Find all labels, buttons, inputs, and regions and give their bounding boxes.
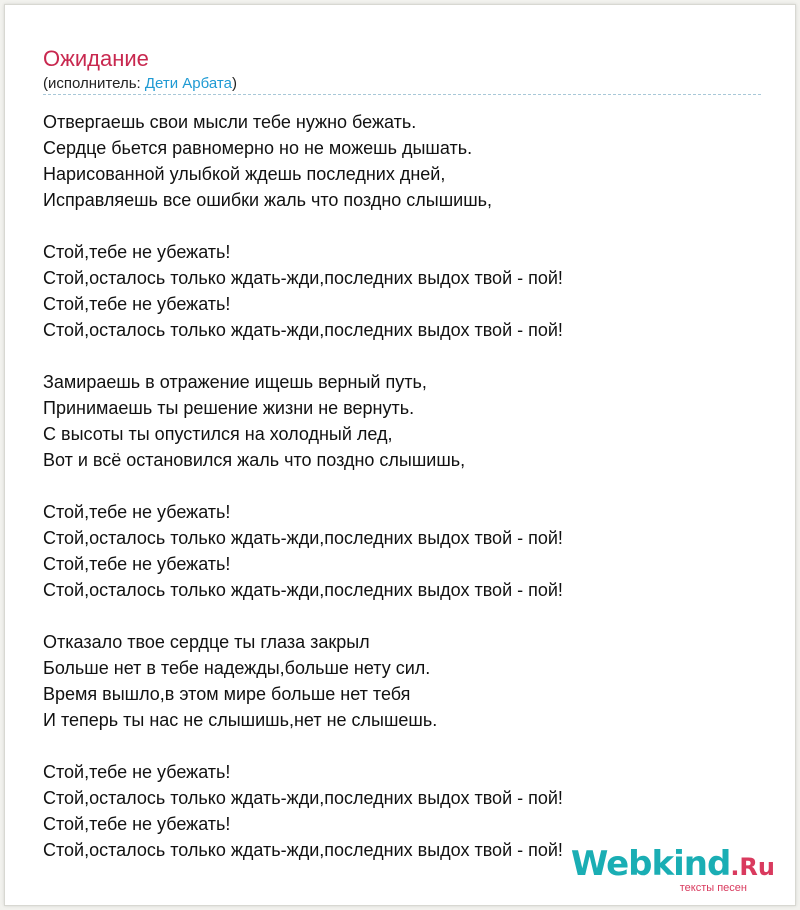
song-title: Ожидание: [43, 46, 149, 71]
lyric-line: Сердце бьется равномерно но не можешь дышать.: [43, 138, 473, 158]
lyric-line: Отказало твое сердце ты глаза закрыл: [43, 632, 370, 652]
artist-suffix: ): [231, 75, 237, 92]
lyrics-card: [4, 4, 796, 906]
watermark-brand: Webkind: [570, 844, 731, 884]
lyric-line: Стой,осталось только ждать-жди,последних выдох твой - пой!: [43, 528, 563, 548]
lyric-line: Отвергаешь свои мысли тебе нужно бежать.: [43, 112, 417, 132]
lyric-line: Стой,тебе не убежать!: [43, 814, 231, 834]
lyric-line: Нарисованной улыбкой ждешь последних дней,: [43, 164, 446, 184]
stanza: [43, 109, 763, 213]
lyric-line: Стой,тебе не убежать!: [43, 762, 231, 782]
stanza: [43, 629, 763, 733]
stanza: [43, 239, 763, 343]
lyric-line: Стой,тебе не убежать!: [43, 554, 231, 574]
lyric-line: Стой,осталось только ждать-жди,последних выдох твой - пой!: [43, 788, 563, 808]
lyric-line: Больше нет в тебе надежды,больше нету сил.: [43, 658, 431, 678]
watermark-tagline: тексты песен: [679, 882, 747, 894]
lyric-line: Стой,осталось только ждать-жди,последних выдох твой - пой!: [43, 580, 563, 600]
lyric-line: Исправляешь все ошибки жаль что поздно слышишь,: [43, 190, 493, 210]
lyric-line: И теперь ты нас не слышишь,нет не слышешь.: [43, 710, 438, 730]
lyric-line: Стой,осталось только ждать-жди,последних выдох твой - пой!: [43, 268, 563, 288]
artist-line: [43, 75, 237, 93]
lyric-line: Время вышло,в этом мире больше нет тебя: [43, 684, 411, 704]
lyric-line: Замираешь в отражение ищешь верный путь,: [43, 372, 427, 392]
lyric-line: Стой,осталось только ждать-жди,последних выдох твой - пой!: [43, 320, 563, 340]
title-divider: [43, 94, 761, 95]
lyric-line: Стой,тебе не убежать!: [43, 502, 231, 522]
lyric-line: С высоты ты опустился на холодный лед,: [43, 424, 393, 444]
lyric-line: Стой,тебе не убежать!: [43, 242, 231, 262]
stanza: [43, 369, 763, 473]
watermark-tld: .Ru: [730, 853, 775, 881]
lyric-line: Принимаешь ты решение жизни не вернуть.: [43, 398, 415, 418]
artist-link[interactable]: Дети Арбата: [144, 75, 232, 92]
lyrics-body: [43, 109, 763, 889]
stanza: [43, 759, 763, 863]
lyric-line: Стой,тебе не убежать!: [43, 294, 231, 314]
lyric-line: Стой,осталось только ждать-жди,последних выдох твой - пой!: [43, 840, 563, 860]
artist-prefix: (исполнитель:: [43, 75, 145, 92]
stanza: [43, 499, 763, 603]
lyric-line: Вот и всё остановился жаль что поздно слышишь,: [43, 450, 466, 470]
